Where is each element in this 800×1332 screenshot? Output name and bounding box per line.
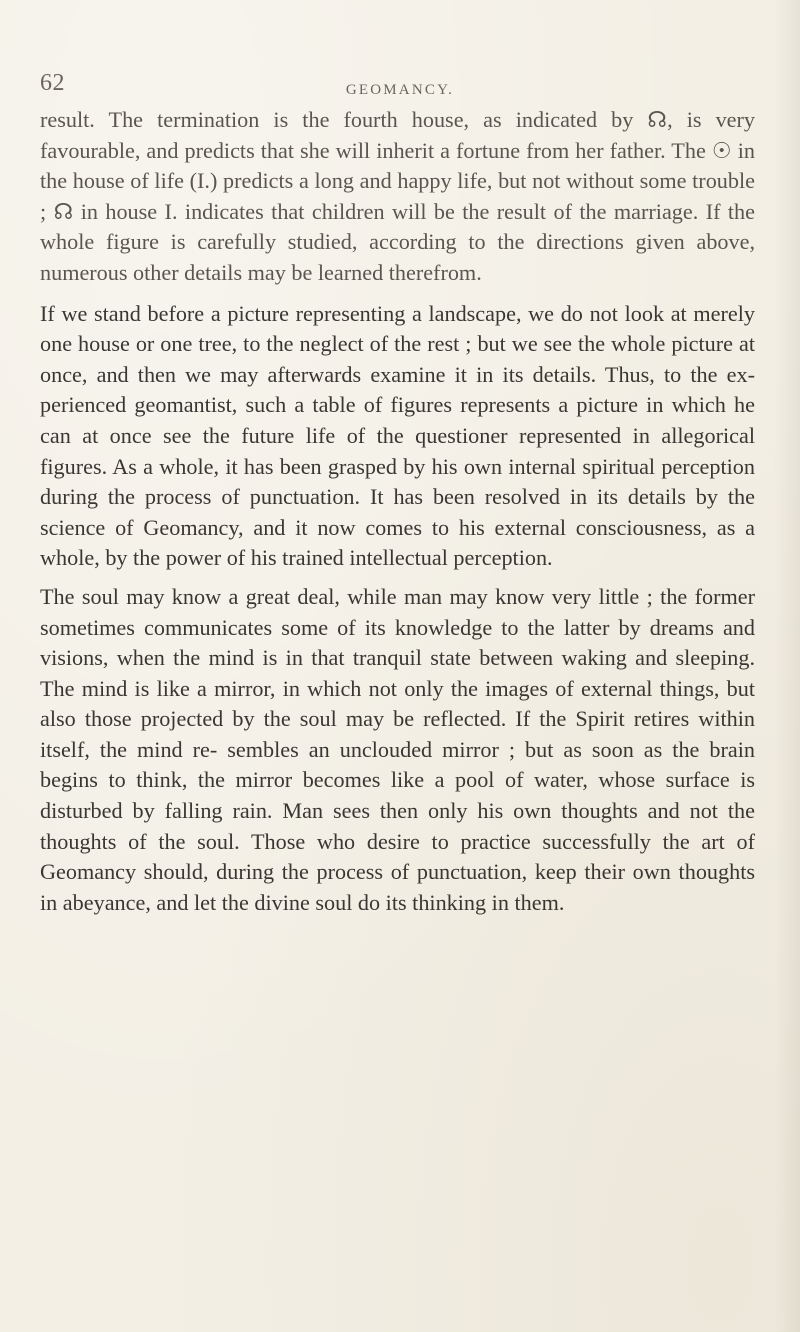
paragraph-3: The soul may know a great deal, while man may know very little ; the former sometimes communicates some of its knowledge to the latter by dreams and visions, when the mind is in that tranquil state between waking and sleeping. The mind is like a mirror, in which not only the images of external things, but also those projected by the soul may be reflected. If the Spirit retires within itself, the mind re- sembles an unclouded mirror ; but as soon as the brain begins to think, the mirror becomes like a pool of water, whose surface is disturbed by falling rain. Man sees then only his own thoughts and not the thoughts of the soul. Those who desire to practice successfully the art of Geomancy should, during the process of punctuation, keep their own thoughts in abeyance, and let the divine soul do its thinking in them. [40,583,755,915]
page-edge-shadow [774,0,800,1332]
body-text [40,105,755,918]
paragraph-1: result. The termination is the fourth house, as indicated by ☊, is very favourable, and predicts that she will inherit a fortune from her father. The ☉ in the house of life (I.) predicts a long and happy life, but not without some trouble ; ☊ in house I. indicates that children will be the result of the marriage. If the whole figure is carefully studied, according to the directions given above, numerous other details may be learned therefrom. [40,107,755,285]
paragraph-2: If we stand before a picture representing a landscape, we do not look at merely one house or one tree, to the neglect of the rest ; but we see the whole picture at once, and then we may afterwards examine it in its details. Thus, to the ex- perienced geomantist, such a table of figures represents a picture in which he can at once see the future life of the questioner represented in allegorical figures. As a whole, it has been grasped by his own internal spiritual perception during the process of punctuation. It has been resolved in its details by the science of Geomancy, and it now comes to his external consciousness, as a whole, by the power of his trained intellectual perception. [40,300,755,571]
running-head: GEOMANCY. [345,82,455,98]
page-number: 62 [40,70,65,96]
